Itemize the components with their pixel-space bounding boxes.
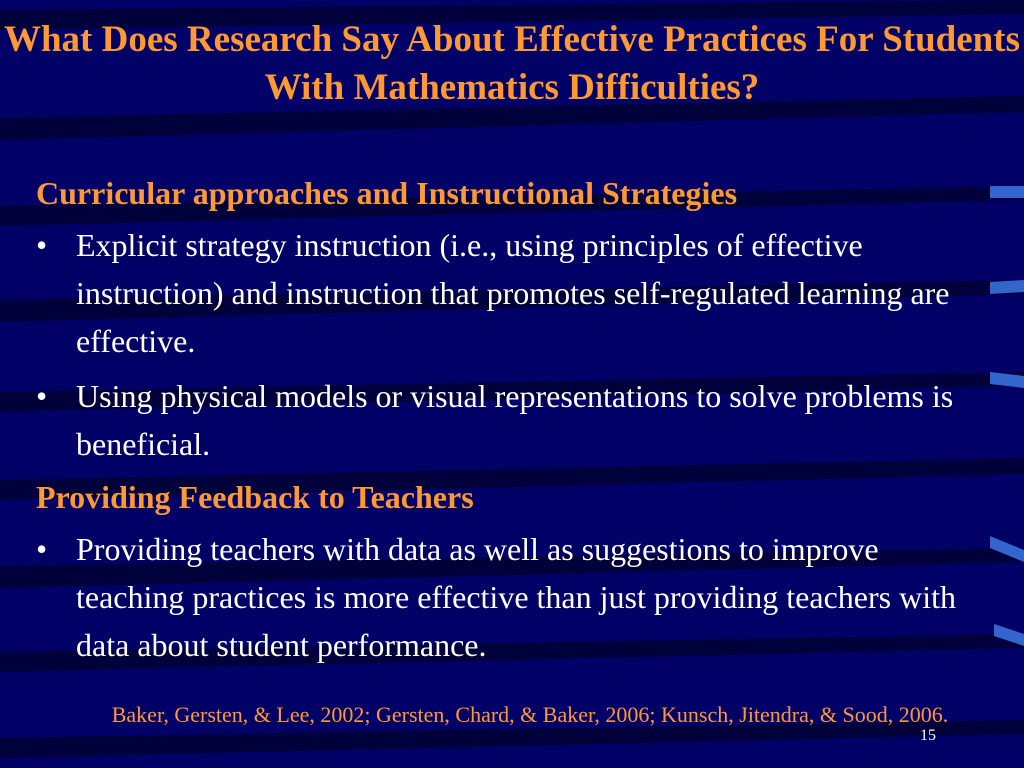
section-heading-feedback: Providing Feedback to Teachers: [36, 479, 474, 515]
bullet-icon: •: [36, 531, 48, 567]
bullet-icon: •: [36, 227, 48, 263]
bullet-list-feedback: [36, 525, 986, 669]
bullet-list-curricular: [36, 221, 986, 468]
page-number: 15: [920, 727, 936, 744]
bullet-icon: •: [36, 378, 48, 414]
bullet-text: Explicit strategy instruction (i.e., using principles of effective instruction) and instruction that promotes self-regulated learning are effective.: [76, 227, 950, 359]
bullet-item: [36, 372, 986, 468]
slide-body: [36, 171, 986, 676]
citation: Baker, Gersten, & Lee, 2002; Gersten, Chard, & Baker, 2006; Kunsch, Jitendra, & Sood, 2006.: [111, 702, 949, 727]
bullet-item: [36, 525, 986, 669]
bullet-text: Providing teachers with data as well as suggestions to improve teaching practices is more effective than just providing teachers with data about student performance.: [76, 531, 956, 663]
bullet-item: [36, 221, 986, 365]
slide-title: What Does Research Say About Effective Practices For Students With Mathematics Difficulties?: [3, 19, 1020, 108]
section-heading-curricular: Curricular approaches and Instructional Strategies: [36, 175, 738, 211]
bullet-text: Using physical models or visual representations to solve problems is beneficial.: [76, 378, 954, 462]
